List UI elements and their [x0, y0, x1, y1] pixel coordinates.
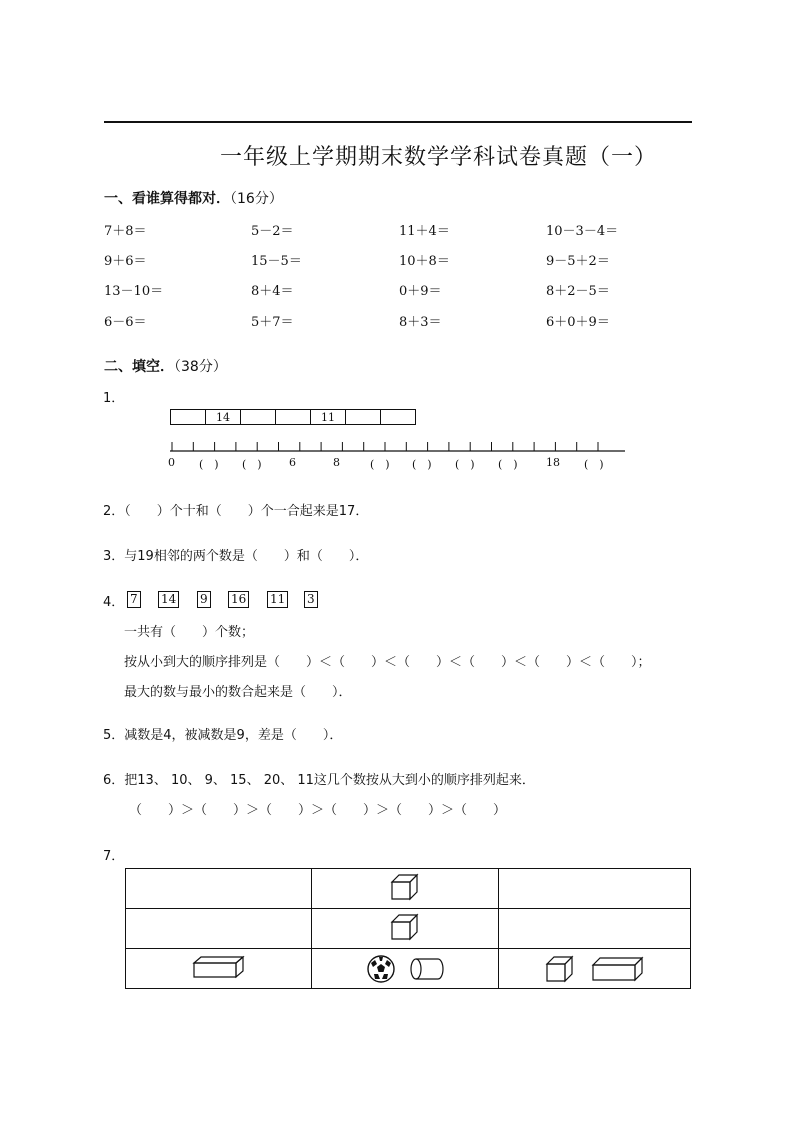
q6-line1: 6．把13、 10、 9、 15、 20、 11这几个数按从大到小的顺序排列起来．: [103, 773, 535, 788]
q1-cell: 11: [310, 409, 346, 425]
nl-label: ( ): [370, 458, 390, 471]
q1-cell: [170, 409, 206, 425]
table-cell: [312, 909, 498, 949]
calc-item: 13－10＝: [104, 284, 164, 299]
table-cell: [312, 869, 498, 909]
q4-line1: 一共有（ ）个数；: [124, 625, 255, 640]
q4-number-box: 3: [304, 591, 318, 608]
table-cell: [498, 869, 690, 909]
q1-cell: [345, 409, 381, 425]
q2: 2．（ ）个十和（ ）个一合起来是17．: [103, 504, 369, 519]
q3: 3．与19相邻的两个数是（ ）和（ ）．: [103, 549, 369, 564]
q4-number-box: 7: [127, 591, 141, 608]
shapes-table: [125, 868, 691, 989]
table-cell: [498, 949, 690, 989]
q1-number: 1．: [103, 391, 125, 406]
calc-item: 6－6＝: [104, 315, 147, 330]
q4-line3: 最大的数与最小的数合起来是（ ）．: [124, 685, 352, 700]
calc-item: 8＋3＝: [399, 315, 442, 330]
table-row: [126, 909, 691, 949]
calc-item: 11＋4＝: [399, 224, 450, 239]
calc-item: 5－2＝: [251, 224, 294, 239]
cube-icon: [389, 873, 421, 901]
calc-item: 0＋9＝: [399, 284, 442, 299]
section1-heading-text: 一、看谁算得都对．: [104, 191, 230, 207]
q7-number: 7．: [103, 849, 125, 864]
calc-item: 10－3－4＝: [546, 224, 619, 239]
cube-icon: [389, 913, 421, 941]
nl-label: ( ): [455, 458, 475, 471]
table-cell: [126, 949, 312, 989]
table-cell: [498, 909, 690, 949]
q1-cell: [275, 409, 311, 425]
nl-label: 6: [289, 456, 296, 469]
calc-item: 5＋7＝: [251, 315, 294, 330]
calc-item: 8＋4＝: [251, 284, 294, 299]
nl-label: 18: [546, 456, 560, 469]
table-cell: [126, 909, 312, 949]
q4-number-box: 11: [267, 591, 288, 608]
table-row: [126, 949, 691, 989]
table-row: [126, 869, 691, 909]
calc-item: 9－5＋2＝: [546, 254, 610, 269]
soccer-ball-icon: [366, 954, 396, 984]
q5: 5．减数是4，被减数是9，差是（ ）．: [103, 728, 343, 743]
section1-points: （16分）: [230, 191, 283, 207]
q4-number-box: 9: [197, 591, 211, 608]
nl-label: 0: [168, 456, 175, 469]
calc-item: 6＋0＋9＝: [546, 315, 610, 330]
nl-label: ( ): [242, 458, 262, 471]
calc-item: 8＋2－5＝: [546, 284, 610, 299]
cylinder-icon: [409, 956, 445, 982]
nl-label: ( ): [498, 458, 518, 471]
section2-heading: [104, 356, 227, 376]
nl-label: ( ): [584, 458, 604, 471]
number-line-ticks: [172, 442, 598, 451]
cube-icon: [544, 955, 576, 983]
nl-label: 8: [333, 456, 340, 469]
q4-number-box: 16: [228, 591, 249, 608]
q6-line2: （ ）＞（ ）＞（ ）＞（ ）＞（ ）＞（ ）: [129, 803, 507, 818]
table-cell: [126, 869, 312, 909]
q4-number: 4．: [103, 595, 125, 610]
section2-points: （38分）: [174, 359, 227, 375]
section1-heading: [104, 188, 283, 208]
q4-number-box: 14: [158, 591, 179, 608]
q1-cell: [240, 409, 276, 425]
calc-item: 10＋8＝: [399, 254, 450, 269]
q4-line2: 按从小到大的顺序排列是（ ）＜（ ）＜（ ）＜（ ）＜（ ）＜（ ）；: [124, 655, 651, 670]
q1-cell: [380, 409, 416, 425]
calc-item: 15－5＝: [251, 254, 302, 269]
cuboid-icon: [591, 956, 645, 982]
top-rule: [104, 121, 692, 123]
nl-label: ( ): [412, 458, 432, 471]
page-title: 一年级上学期期末数学学科试卷真题（一）: [220, 145, 658, 170]
calc-item: 7＋8＝: [104, 224, 147, 239]
calc-item: 9＋6＝: [104, 254, 147, 269]
table-cell: [312, 949, 498, 989]
cuboid-icon: [192, 955, 246, 979]
number-line: [165, 436, 635, 456]
section2-heading-text: 二、填空．: [104, 359, 174, 375]
nl-label: ( ): [199, 458, 219, 471]
q1-cell: 14: [205, 409, 241, 425]
q1-cell-row: [170, 409, 416, 425]
